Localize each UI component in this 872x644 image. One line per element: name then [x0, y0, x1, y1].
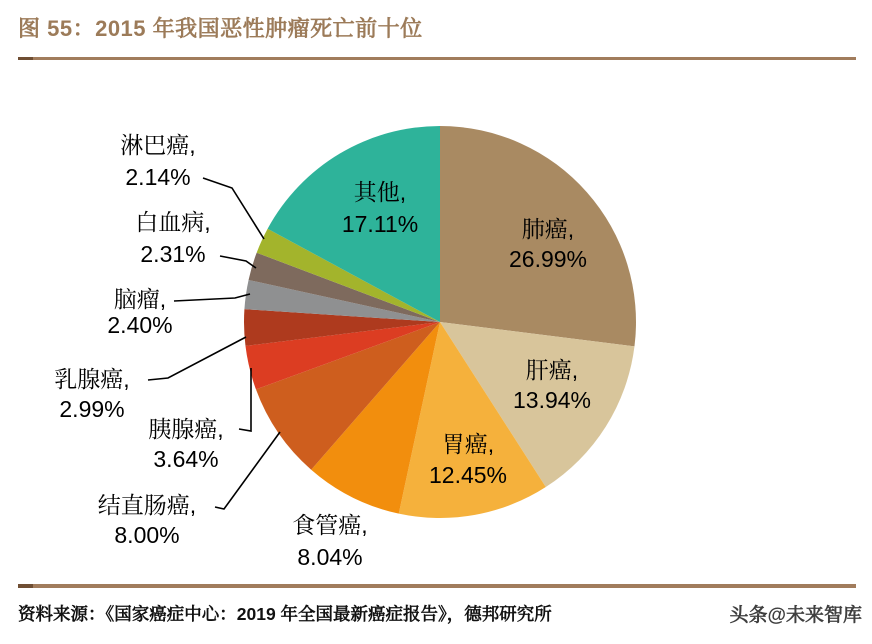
pie-label-结直肠癌: 结直肠癌,	[97, 492, 197, 518]
leader-line-白血病	[220, 256, 256, 268]
pie-label-肝癌: 肝癌,	[525, 357, 579, 383]
leader-line-胰腺癌	[239, 368, 251, 431]
pie-label-其他: 17.11%	[341, 211, 419, 237]
leader-line-淋巴癌	[203, 178, 264, 239]
source-note: 资料来源：《国家癌症中心：2019 年全国最新癌症报告》，德邦研究所	[18, 604, 552, 624]
leader-line-乳腺癌	[148, 337, 246, 380]
pie-chart	[0, 70, 872, 575]
figure-title: 图 55：2015 年我国恶性肿瘤死亡前十位	[18, 16, 423, 41]
pie-label-乳腺癌: 2.99%	[59, 396, 125, 422]
pie-label-食管癌: 食管癌,	[292, 512, 368, 538]
pie-label-脑瘤: 2.40%	[107, 312, 173, 338]
pie-label-胰腺癌: 胰腺癌,	[148, 416, 224, 442]
pie-label-淋巴癌: 2.14%	[125, 164, 191, 190]
footer-divider-line	[18, 584, 856, 588]
pie-label-胰腺癌: 3.64%	[153, 446, 219, 472]
watermark-text: 头条@未来智库	[729, 605, 862, 626]
pie-label-肺癌: 26.99%	[508, 246, 588, 272]
pie-label-脑瘤: 脑瘤,	[113, 286, 167, 312]
leader-line-脑瘤	[174, 294, 250, 301]
pie-label-淋巴癌: 淋巴癌,	[120, 132, 196, 158]
pie-label-其他: 其他,	[353, 179, 407, 205]
pie-label-白血病: 白血病,	[135, 209, 211, 235]
pie-label-乳腺癌: 乳腺癌,	[54, 366, 130, 392]
leader-line-结直肠癌	[215, 432, 280, 509]
pie-label-肺癌: 肺癌,	[521, 216, 575, 242]
pie-label-肝癌: 13.94%	[512, 387, 592, 413]
pie-label-结直肠癌: 8.00%	[114, 522, 180, 548]
pie-label-食管癌: 8.04%	[297, 544, 363, 570]
pie-label-胃癌: 12.45%	[428, 462, 508, 488]
pie-label-白血病: 2.31%	[140, 241, 206, 267]
pie-label-胃癌: 胃癌,	[441, 431, 495, 457]
title-divider-line	[18, 57, 856, 60]
